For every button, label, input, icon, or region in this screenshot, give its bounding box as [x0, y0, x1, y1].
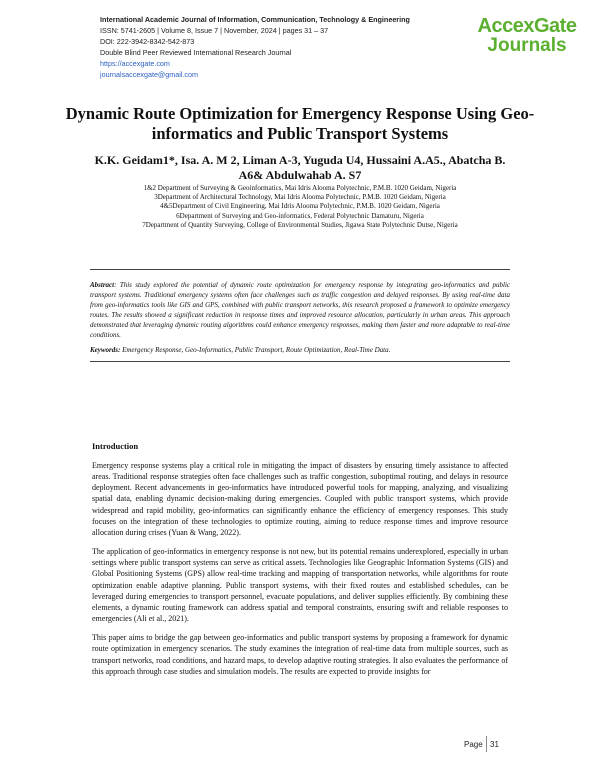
abstract-box [90, 269, 510, 362]
keywords [90, 345, 510, 355]
page-number: 31 [490, 740, 499, 749]
section-heading-introduction: Introduction [92, 441, 139, 451]
publisher-logo [472, 16, 582, 56]
affiliation-item: 3Department of Architectural Technology, Mai Idris Alooma Polytechnic, P.M.B. 1020 Geidam, Nigeria [154, 193, 446, 202]
keywords-list: Emergency Response, Geo-Informatics, Public Transport, Route Optimization, Real-Time Data. [120, 346, 391, 354]
affiliation-item: 7Department of Quantity Surveying, College of Environmental Studies, Jigawa State Polytechnic Dutse, Nigeria [142, 220, 458, 229]
article-title: Dynamic Route Optimization for Emergency Response Using Geo-informatics and Public Transport Systems [65, 104, 535, 143]
issn-line: ISSN: 5741-2605 | Volume 8, Issue 7 | November, 2024 | pages 31 – 37 [100, 26, 329, 35]
author-list: K.K. Geidam1*, Isa. A. M 2, Liman A-3, Yuguda U4, Hussaini A.A5., Abatcha B. A6& Abdulwahab A. S7 [94, 153, 506, 182]
abstract-body: : This study explored the potential of dynamic route optimization for emergency response by integrating geo-informatics and public transport systems. Traditional emergency systems often face challenges such as traffic congestion and delayed responses. By using real-time data from geo-informatics tools like GIS and GPS, combined with public transport networks, this research proposed a framework to optimize emergency routes. The results showed a significant reduction in response times and improved resource allocation, particularly in urban areas. This approach demonstrated that leveraging dynamic routing algorithms could enhance emergency responses, making them faster and more adaptable to real-time conditions. [90, 281, 510, 339]
journal-email-link[interactable]: journalsaccexgate@gmail.com [100, 70, 198, 79]
paragraph: The application of geo-informatics in emergency response is not new, but its potential remains underexplored, especially in urban settings where public transport systems can serve as critical assets. Technologies like Geographic Information Systems (GIS) and Global Positioning Systems (GPS) allow real-time tracking and mapping of transportation networks, while algorithms for route optimization enable adaptive planning. Public transport systems, with their fixed routes and established schedules, can be leveraged during emergencies to transport personnel, evacuate populations, and deliver supplies efficiently. By combining these elements, a dynamic routing framework can address spatial and temporal constraints, ensuring swift and reliable responses to emergencies (Ali et al., 2021). [92, 547, 508, 624]
page-separator [486, 736, 487, 752]
affiliations [60, 184, 540, 230]
doi-line: DOI: 222-3942-8342-542-873 [100, 37, 195, 46]
logo-line-2: Journals [487, 35, 567, 56]
journal-url-link[interactable]: https://accexgate.com [100, 59, 170, 68]
paragraph: Emergency response systems play a critical role in mitigating the impact of disasters by ensuring timely assistance to affected areas. Traditional response strategies often face challenges such as traffic congestion, suboptimal routing, and delays in resource deployment. Recent advancements in geo-informatics have introduced powerful tools for mapping, analyzing, and visualizing spatial data, enabling dynamic decision-making during emergencies. Coupled with public transport systems, which provide widespread and rapid mobility, geo-informatics can significantly enhance the efficiency of emergency responses. This study focuses on the integration of these technologies to optimize routing, aiming to reduce response times and improve resource allocation during crises (Yuan & Wang, 2022). [92, 461, 508, 537]
affiliation-item: 6Department of Surveying and Geo-informatics, Federal Polytechnic Damaturu, Nigeria [176, 211, 424, 220]
introduction-body [92, 460, 508, 685]
page-label: Page [464, 740, 483, 749]
abstract-text [90, 280, 510, 340]
keywords-label: Keywords: [90, 346, 121, 354]
abstract-label: Abstract [90, 281, 115, 289]
review-line: Double Blind Peer Reviewed International Research Journal [100, 48, 292, 57]
journal-header [100, 14, 470, 80]
paragraph: This paper aims to bridge the gap between geo-informatics and public transport systems by proposing a framework for dynamic route optimization in emergency scenarios. The study examines the integration of real-time data from multiple sources, such as transport networks, road conditions, and hazard maps, to develop adaptive routing strategies. It also evaluates the performance of this approach through case studies and simulation models. The results are expected to provide insights for [92, 633, 508, 676]
journal-title: International Academic Journal of Information, Communication, Technology & Engineering [100, 15, 410, 24]
logo-line-1: AccexGate [477, 15, 577, 37]
affiliation-item: 1&2 Department of Surveying & Geoinformatics, Mai Idris Alooma Polytechnic, P.M.B. 1020 Geidam, Nigeria [143, 184, 457, 192]
affiliation-item: 4&5Department of Civil Engineering, Mai Idris Alooma Polytechnic, P.M.B. 1020 Geidam, Nigeria [160, 202, 440, 211]
